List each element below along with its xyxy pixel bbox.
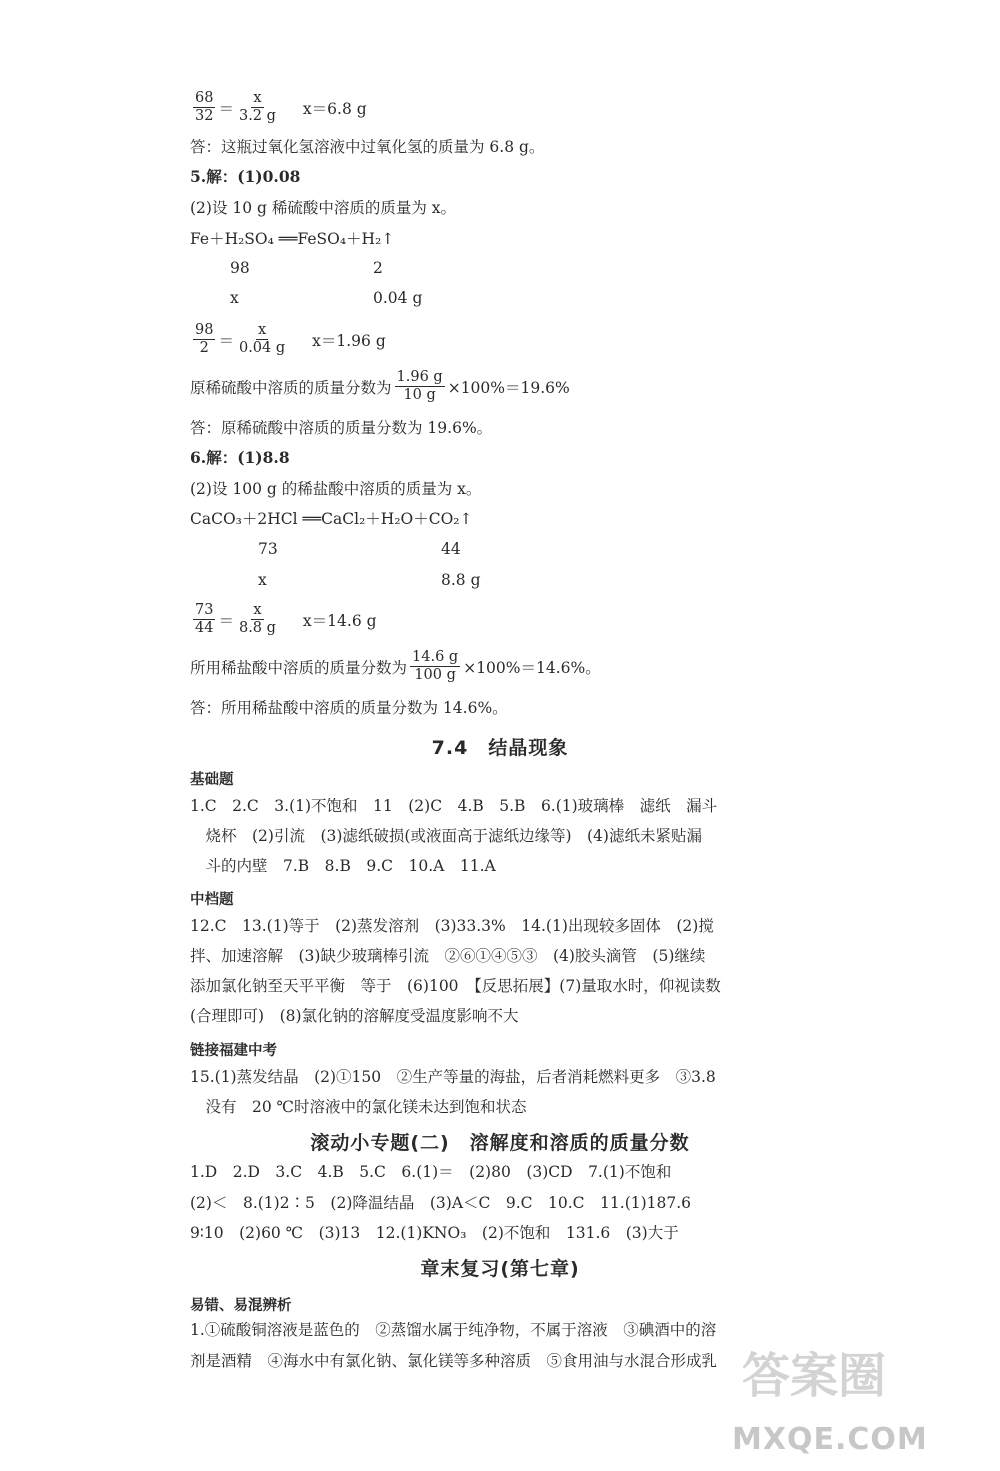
answer-line: 答：这瓶过氧化氢溶液中过氧化氢的质量为 6.8 g。 — [190, 138, 545, 156]
fraction: $\frac{98}{2}$ — [195, 322, 214, 356]
answer-line: 12.C 13.(1)等于 (2)蒸发溶剂 (3)33.3% 14.(1)出现较多固体 (2)搅 — [190, 917, 714, 935]
fraction: $\frac{x}{8.8 g}$ — [238, 602, 276, 636]
watermark — [732, 1337, 982, 1457]
equation-result: x＝6.8 g — [302, 99, 367, 118]
q5-ratio-left-1: 98 — [230, 259, 250, 277]
q6-percent-line: 所用稀盐酸中溶质的质量分数为 $\frac{14.6 g}{100 g}$ ×100%＝14.6%。 — [190, 649, 601, 683]
q5-setup: (2)设 10 g 稀硫酸中溶质的质量为 x。 — [190, 199, 457, 217]
answer-line: 1.①硫酸铜溶液是蓝色的 ②蒸馏水属于纯净物，不属于溶液 ③碘酒中的溶 — [190, 1321, 717, 1339]
answer-line: 1.C 2.C 3.(1)不饱和 11 (2)C 4.B 5.B 6.(1)玻璃棒 滤纸 漏斗 — [190, 797, 718, 815]
q6-setup: (2)设 100 g 的稀盐酸中溶质的质量为 x。 — [190, 480, 482, 498]
q5-answer: 答：原稀硫酸中溶质的质量分数为 19.6%。 — [190, 419, 493, 437]
equation-result: x＝14.6 g — [302, 611, 377, 630]
q5-ratio-right-2: 0.04 g — [373, 289, 423, 307]
answer-line: 15.(1)蒸发结晶 (2)①150 ②生产等量的海盐，后者消耗燃料更多 ③3.8 — [190, 1068, 716, 1086]
q5-reaction: Fe＋H₂SO₄ ══FeSO₄＋H₂↑ — [190, 230, 395, 248]
q5-ratio-left-2: x — [230, 289, 239, 307]
q5-head: 5.解：(1)0.08 — [190, 167, 301, 186]
q5-percent-line: 原稀硫酸中溶质的质量分数为 $\frac{1.96 g}{10 g}$ ×100%＝19.6% — [190, 369, 570, 403]
subsection-label: 易错、易混辨析 — [190, 1298, 292, 1314]
section-title: 滚动小专题(二) 溶解度和溶质的质量分数 — [310, 1132, 690, 1154]
fraction: $\frac{x}{3.2 g}$ — [238, 90, 276, 124]
q6-reaction: CaCO₃＋2HCl ══CaCl₂＋H₂O＋CO₂↑ — [190, 510, 473, 528]
answer-line: 烧杯 (2)引流 (3)滤纸破损(或液面高于滤纸边缘等) (4)滤纸未紧贴漏 — [190, 827, 702, 845]
subsection-label: 基础题 — [190, 772, 234, 788]
fraction: $\frac{68}{32}$ — [195, 90, 214, 124]
watermark-logo: 答案圈 — [742, 1348, 887, 1404]
answer-line: 剂是酒精 ④海水中有氯化钠、氯化镁等多种溶质 ⑤食用油与水混合形成乳 — [190, 1352, 718, 1370]
watermark-site: MXQE.COM — [732, 1422, 928, 1457]
answer-line: 9∶10 (2)60 ℃ (3)13 12.(1)KNO₃ (2)不饱和 131.6 (3)大于 — [190, 1224, 679, 1242]
answer-line: 斗的内壁 7.B 8.B 9.C 10.A 11.A — [190, 857, 496, 875]
q5-equation: $\frac{98}{2}$ ＝ $\frac{x}{0.04 g}$ x＝1.96 g — [195, 322, 386, 356]
answer-line: 没有 20 ℃时溶液中的氯化镁未达到饱和状态 — [190, 1098, 527, 1116]
q6-ratio-left-2: x — [258, 571, 267, 589]
answer-line: (合理即可) (8)氯化钠的溶解度受温度影响不大 — [190, 1007, 519, 1025]
section-title: 7.4 结晶现象 — [431, 737, 569, 759]
q6-ratio-left-1: 73 — [258, 540, 278, 558]
fraction: $\frac{73}{44}$ — [195, 602, 214, 636]
q6-ratio-right-2: 8.8 g — [441, 571, 481, 589]
fraction: $\frac{14.6 g}{100 g}$ — [412, 649, 459, 683]
q6-ratio-right-1: 44 — [441, 540, 461, 558]
answer-line: 1.D 2.D 3.C 4.B 5.C 6.(1)＝ (2)80 (3)CD 7.(1)不饱和 — [190, 1163, 672, 1181]
answer-line: 添加氯化钠至天平平衡 等于 (6)100 【反思拓展】(7)量取水时，仰视读数 — [190, 977, 721, 995]
q5-ratio-right-1: 2 — [373, 259, 383, 277]
fraction: $\frac{x}{0.04 g}$ — [238, 322, 286, 356]
q6-equation: $\frac{73}{44}$ ＝ $\frac{x}{8.8 g}$ x＝14.6 g — [195, 602, 377, 636]
q6-answer: 答：所用稀盐酸中溶质的质量分数为 14.6%。 — [190, 699, 508, 717]
q6-head: 6.解：(1)8.8 — [190, 448, 290, 467]
equation-result: x＝1.96 g — [312, 331, 386, 350]
answer-line: 拌、加速溶解 (3)缺少玻璃棒引流 ②⑥①④⑤③ (4)胶头滴管 (5)继续 — [190, 947, 706, 965]
section-title: 章末复习(第七章) — [420, 1258, 580, 1280]
equation-line: $\frac{68}{32}$ ＝ $\frac{x}{3.2 g}$ x＝6.8 g — [195, 90, 367, 124]
answer-line: (2)＜ 8.(1)2∶5 (2)降温结晶 (3)A＜C 9.C 10.C 11.(1)187.6 — [190, 1194, 692, 1212]
subsection-label: 链接福建中考 — [190, 1043, 277, 1059]
fraction: $\frac{1.96 g}{10 g}$ — [396, 369, 443, 403]
subsection-label: 中档题 — [190, 892, 234, 908]
